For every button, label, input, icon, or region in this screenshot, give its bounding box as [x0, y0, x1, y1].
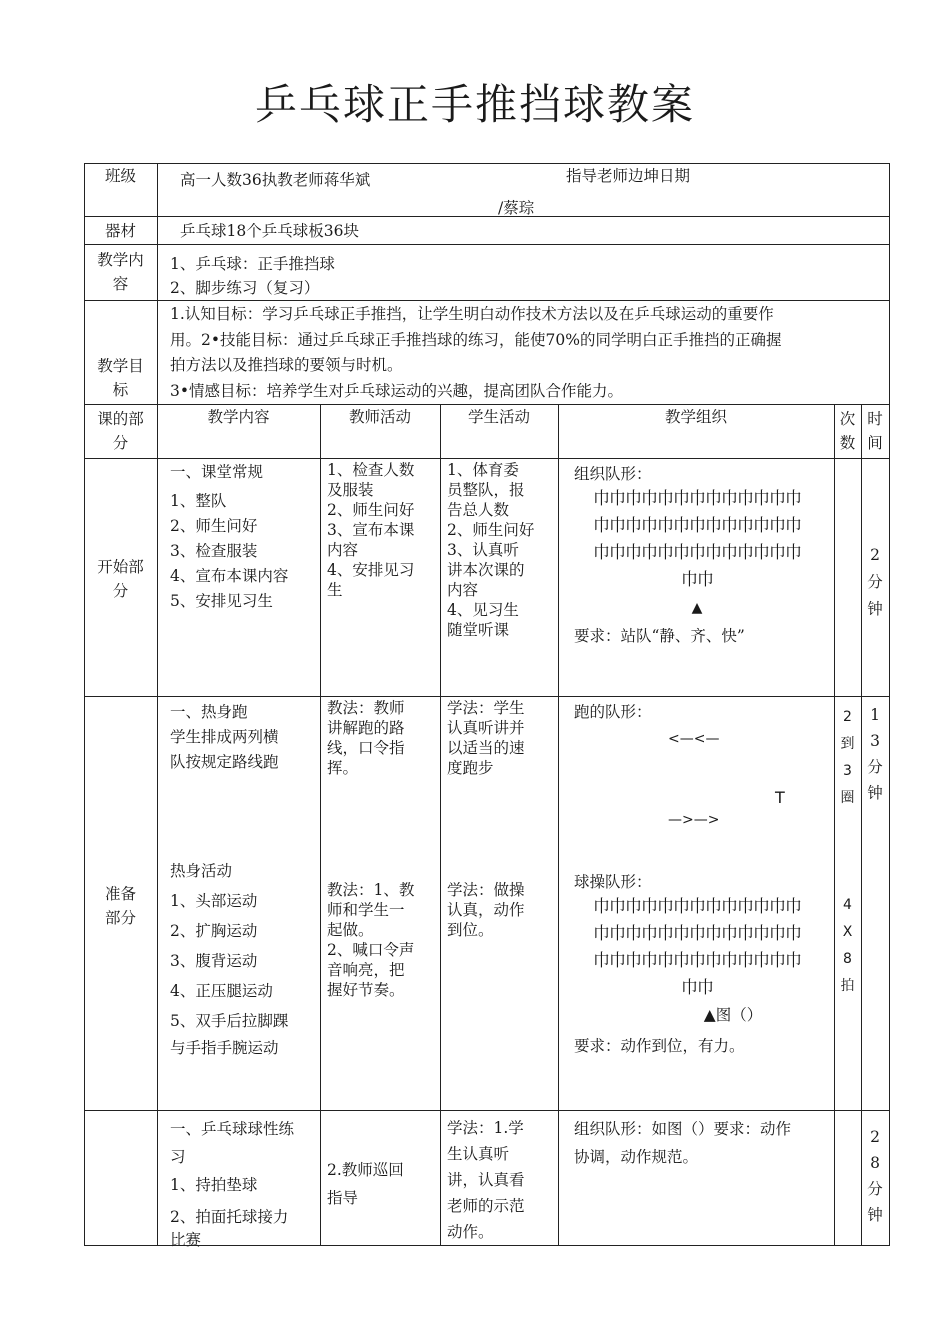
start-org-label: 组织队形： — [574, 465, 652, 483]
exercise-formation-label: 球操队形： — [574, 873, 652, 891]
prep-time: 1 3 分 钟 — [867, 706, 883, 802]
prep-content-b: 热身活动 1、头部运动 2、扩胸运动 3、腹背运动 4、正压腿运动 5、双手后拉脚踝 与手指手腕运动 — [170, 862, 289, 1057]
header-content: 教学内容 — [207, 408, 270, 426]
start-content: 一、课堂常规 1、整队 2、师生问好 3、检查服装 4、宣布本课内容 5、安排见习生 — [170, 463, 289, 610]
equipment-value: 乒乓球18个乒乓球板36块 — [180, 222, 359, 240]
basic-content: 一、乒乓球球性练 习 1、持拍垫球 2、拍面托球接力 比赛 — [170, 1120, 295, 1249]
start-triangle: ▲ — [691, 600, 703, 616]
content-items: 1、乒乓球：正手推挡球 2、脚步练习（复习） — [170, 255, 335, 297]
basic-student: 学法：1.学 生认真听 讲，认真看 老师的示范 动作。 — [447, 1119, 525, 1241]
advisor-value-cont: /蔡琮 — [498, 199, 535, 217]
run-formation-label: 跑的队形： — [574, 703, 652, 721]
prep-student-b: 学法：做操 认真，动作 到位。 — [447, 881, 525, 939]
content-label: 教学内 容 — [97, 251, 144, 293]
start-part-label: 开始部 分 — [97, 558, 144, 600]
start-time: 2 分 钟 — [867, 546, 883, 618]
header-part: 课的部 分 — [97, 410, 144, 452]
start-teacher: 1、检查人数 及服装 2、师生问好 3、宣布本课 内容 4、安排见习 生 — [327, 461, 415, 599]
prep-triangle-fig: ▲图（） — [703, 1006, 763, 1024]
header-time: 时 间 — [867, 410, 883, 452]
prep-count-b: 4 X 8 拍 — [840, 897, 855, 994]
basic-org: 组织队形：如图（）要求：动作 协调，动作规范。 — [574, 1120, 792, 1166]
start-formation: 巾巾巾巾巾巾巾巾巾巾巾巾巾 巾巾巾巾巾巾巾巾巾巾巾巾巾 巾巾巾巾巾巾巾巾巾巾巾巾巾 巾巾 — [593, 489, 801, 590]
basic-time: 2 8 分 钟 — [867, 1128, 883, 1224]
prep-requirement: 要求：动作到位，有力。 — [574, 1037, 745, 1055]
class-value: 高一人数36执教老师蒋华斌 — [180, 171, 371, 189]
page-title: 乒乓球正手推挡球教案 — [254, 80, 695, 129]
goal-label: 教学目 标 — [97, 357, 144, 399]
prep-teacher-b: 教法：1、教 师和学生一 起做。 2、喊口令声 音响亮，把 握好节奏。 — [327, 881, 415, 999]
header-student: 学生活动 — [467, 408, 530, 426]
prep-teacher-a: 教法：教师 讲解跑的路 线，口令指 挥。 — [327, 699, 405, 777]
start-requirement: 要求：站队“静、齐、快” — [574, 627, 745, 645]
prep-count-a: 2 到 3 圈 — [840, 709, 855, 806]
header-org: 教学组织 — [664, 408, 727, 426]
prep-student-a: 学法：学生 认真听讲并 以适当的速 度跑步 — [447, 699, 525, 777]
goal-text: 1.认知目标：学习乒乓球正手推挡，让学生明白动作技术方法以及在乒乓球运动的重要作 用。2•技能目标：通过乒乓球正手推挡球的练习，能使70%的同学明白正手推挡的正确握 拍方法以及推挡球的要领与时机。 3•情感目标：培养学生对乒乓球运动的兴趣，提高团队合作能力。 — [170, 305, 782, 400]
header-teacher: 教师活动 — [348, 408, 411, 426]
equipment-label: 器材 — [104, 222, 136, 240]
prep-part-label: 准备 部分 — [104, 885, 136, 927]
class-label: 班级 — [104, 167, 136, 185]
header-count: 次 数 — [839, 410, 856, 452]
run-teacher-mark: T — [775, 788, 785, 807]
prep-content-a: 一、热身跑 学生排成两列横 队按规定路线跑 — [170, 703, 279, 771]
start-student: 1、体育委 员整队，报 告总人数 2、师生问好 3、认真听 讲本次课的 内容 4、见习生 随堂听课 — [447, 461, 535, 639]
basic-teacher: 2.教师巡回 指导 — [327, 1161, 404, 1207]
run-arrow-top: <—<— — [668, 731, 720, 747]
run-arrow-bottom: —>—> — [668, 812, 720, 828]
advisor-value: 指导老师边坤日期 — [566, 167, 691, 185]
prep-formation: 巾巾巾巾巾巾巾巾巾巾巾巾巾 巾巾巾巾巾巾巾巾巾巾巾巾巾 巾巾巾巾巾巾巾巾巾巾巾巾巾 巾巾 — [593, 897, 801, 998]
